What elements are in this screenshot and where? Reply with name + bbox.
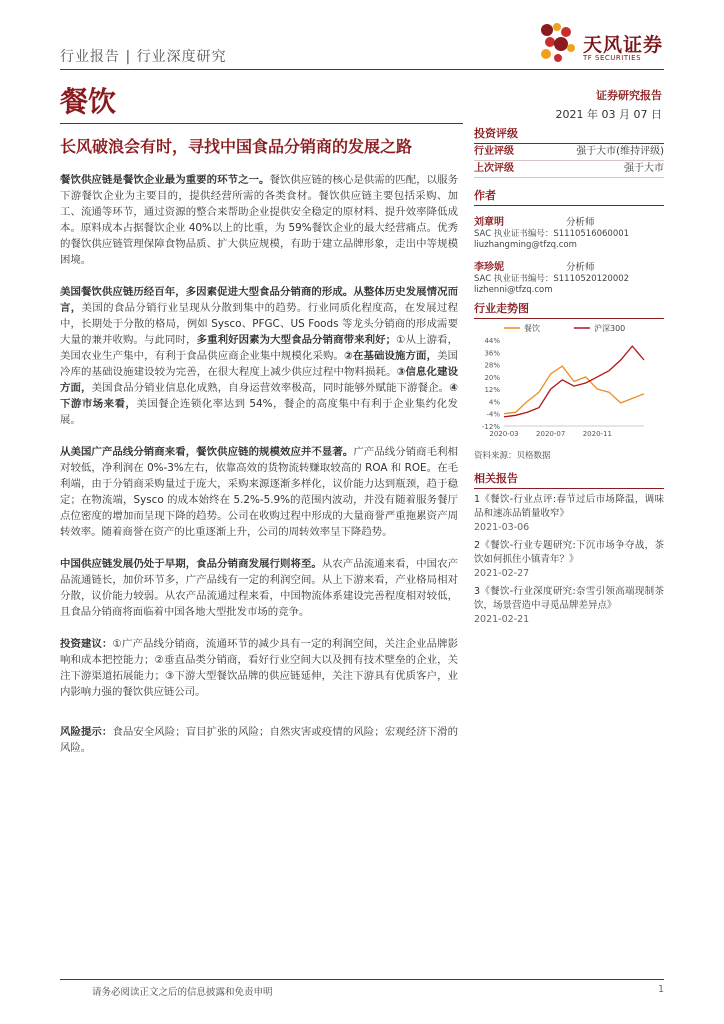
tf-securities-logo-icon [533, 18, 581, 66]
paragraph-2 [60, 284, 458, 428]
rating-row [474, 144, 664, 161]
footer-divider [60, 979, 664, 980]
rating-value: 强于大市(维持评级) [576, 146, 664, 157]
paragraph-3-lead: 从美国广产品线分销商来看，餐饮供应链的规模效应并不显著。 [60, 446, 354, 458]
related-report-date: 2021-03-06 [474, 522, 530, 533]
trend-chart-section [474, 300, 664, 319]
series-line-sector [504, 366, 644, 414]
author-name: 李珍妮 [474, 262, 504, 273]
y-tick-label: 12% [484, 386, 500, 395]
author-email[interactable]: liuzhangming@tfzq.com [474, 240, 577, 250]
author-block [474, 210, 664, 251]
paragraph-4-lead: 中国供应链发展仍处于早期，食品分销商发展行则将至。 [60, 558, 322, 570]
paragraph-2-bold: ④下游市场来看， [60, 382, 459, 410]
author-role: 分析师 [566, 262, 595, 273]
trend-chart [474, 318, 664, 442]
paragraph-2-lead: 美国餐饮供应链历经百年，多因素促进大型食品分销商的形成。从整体历史发展情况而言， [60, 286, 458, 314]
y-tick-label: 36% [484, 349, 500, 358]
paragraph-2-text: 美国餐企连锁化率达到 54%，餐企的高度集中有利于企业集约化发展。 [60, 398, 458, 426]
report-title: 长风破浪会有时，寻找中国食品分销商的发展之路 [60, 137, 413, 156]
report-date: 2021 年 03 月 07 日 [555, 108, 662, 121]
author-cert: SAC 执业证书编号：S1110516060001 [474, 229, 630, 239]
related-report-item[interactable] [474, 585, 664, 627]
related-report-item[interactable] [474, 493, 664, 535]
sector-title: 餐饮 [60, 85, 117, 118]
rating-section [474, 125, 664, 178]
author-name: 刘章明 [474, 217, 504, 228]
paragraph-3-text: 广产品线分销商毛利相对较低，净利润在 0%-3%左右，依靠高效的货物流转赚取较高的 ROA 和 ROE。在毛利端，由于分销商采购量过于庞大，采购来源逐渐多样化，议价能力达到瓶颈，趋于稳定；在物流端，Sysco 的成本始终在 5.2%-5.9%的范围内波动，并没有随着服务餐厅点位密度的增加而呈现下降的趋势。公司在收购过程中形成的大量商誉严重拖累资产周转效率。随着商誉在资产的比重逐渐上升，公司的周转效率呈下降趋势。 [60, 446, 459, 538]
paragraph-4 [60, 556, 458, 620]
rating-key: 行业评级 [474, 146, 514, 157]
header-divider [60, 69, 664, 70]
investment-advice-text: ①广产品线分销商，流通环节的减少具有一定的利润空间，关注企业品牌影响和成本把控能力；②垂直品类分销商，看好行业空间大以及拥有技术壁垒的企业，关注下游渠道拓展能力；③下游大型餐饮品牌的供应链延伸，关注下游具有优质客户，业内影响力强的餐饮供应链公司。 [60, 638, 459, 698]
rating-title: 投资评级 [474, 125, 664, 144]
y-tick-label: 44% [484, 337, 500, 345]
paragraph-2-text: 美国食品分销业信息化成熟，自身运营效率极高，同时能够外赋能下游餐企。 [91, 382, 450, 394]
paragraph-2-text: 美国冷库的基础设施建设较为完善，在很大程度上减少供应过程中物料损耗。 [60, 350, 459, 378]
rating-row [474, 161, 664, 178]
related-report-title[interactable]: 2《餐饮-行业专题研究:下沉市场争夺战，茶饮如何抓住小镇青年？》 [474, 540, 664, 565]
related-reports-section [474, 472, 664, 631]
author-cert: SAC 执业证书编号：S1110520120002 [474, 274, 630, 284]
y-tick-label: 28% [484, 361, 500, 370]
authors-title: 作者 [474, 187, 664, 206]
risk-warning-text: 食品安全风险；盲目扩张的风险；自然灾害或疫情的风险；宏观经济下滑的风险。 [60, 726, 459, 754]
main-body [60, 172, 458, 772]
rating-value: 强于大市 [624, 163, 664, 174]
paragraph-1-text: 餐饮供应链的核心是供需的匹配，以服务下游餐饮企业为主要目的，提供经营所需的各类食材。餐饮供应链主要包括采购、加工、流通等环节，通过资源的整合来帮助企业提供安全稳定的原材料、提升效率降低成本。原料成本占据餐饮企业 40%以上的比重，为 59%餐饮企业的最大经营痛点。优秀的餐饮供应链管理保障食物品质、扩大供应规模，有助于建立品牌形象，走出中等规模困境。 [60, 174, 459, 266]
related-report-item[interactable] [474, 539, 664, 581]
authors-section [474, 187, 664, 296]
page-number: 1 [657, 984, 664, 995]
y-tick-label: 20% [484, 373, 500, 382]
legend-label: 餐饮 [524, 324, 540, 333]
risk-warning [60, 724, 458, 756]
footer-disclaimer: 请务必阅读正文之后的信息披露和免责申明 [92, 987, 273, 998]
title-divider [60, 123, 463, 124]
x-tick-label: 2020-11 [582, 430, 612, 438]
investment-advice [60, 636, 458, 700]
author-block [474, 255, 664, 296]
y-tick-label: 4% [488, 398, 500, 407]
related-report-title[interactable]: 1《餐饮-行业点评:春节过后市场降温，调味品和速冻品销量收窄》 [474, 494, 664, 519]
paragraph-2-bold: 多重利好因素为大型食品分销商带来利好； [196, 334, 397, 346]
x-tick-label: 2020-07 [536, 430, 566, 438]
chart-section-title: 行业走势图 [474, 300, 664, 319]
logo-name: 天风证券 [583, 34, 664, 56]
related-report-date: 2021-02-27 [474, 568, 530, 579]
paragraph-2-text: 美国的食品分销行业呈现从分散到集中的趋势。行业同质化程度高，在发展过程中，长期处于分散的格局，例如 Sysco、PFGC、US Foods 等龙头分销商的形成需要大量的兼并收购。与此同时， [60, 302, 459, 346]
related-report-title[interactable]: 3《餐饮-行业深度研究:奈雪引领高端现制茶饮，场景营造中寻觅品牌差异点》 [474, 586, 664, 611]
document-type: 行业报告 | 行业深度研究 [60, 49, 227, 65]
x-tick-label: 2020-03 [489, 430, 519, 438]
author-role: 分析师 [566, 217, 595, 228]
y-tick-label: -12% [481, 423, 500, 431]
chart-source: 资料来源：贝格数据 [474, 451, 551, 461]
paragraph-3 [60, 444, 458, 540]
author-email[interactable]: lizhenni@tfzq.com [474, 285, 553, 295]
legend-label: 沪深300 [594, 324, 626, 333]
paragraph-1 [60, 172, 458, 268]
paragraph-2-bold: ③信息化建设方面， [60, 366, 458, 394]
paragraph-1-lead: 餐饮供应链是餐饮企业最为重要的环节之一。 [60, 174, 270, 186]
paragraph-2-bold: ②在基础设施方面， [344, 350, 438, 362]
investment-advice-lead: 投资建议： [60, 638, 113, 650]
paragraph-2-text: ①从上游看，美国农业生产集中，有利于食品供应商企业集中规模化采购。 [60, 334, 458, 362]
logo-subtitle: TF SECURITIES [583, 54, 642, 62]
paragraph-4-text: 从农产品流通来看，中国农产品流通链长，加价环节多，广产品线有一定的利润空间。从上下游来看，产业格局相对分散，议价能力较弱。从农产品流通过程来看，中国物流体系建设完善程度相对较低，且食品分销商将面临着中国各地大型批发市场的竞争。 [60, 558, 459, 618]
rating-key: 上次评级 [474, 163, 514, 174]
y-tick-label: -4% [486, 410, 500, 419]
report-label: 证券研究报告 [596, 89, 662, 102]
risk-warning-lead: 风险提示： [60, 726, 113, 738]
related-title: 相关报告 [474, 472, 664, 489]
related-report-date: 2021-02-21 [474, 614, 530, 625]
